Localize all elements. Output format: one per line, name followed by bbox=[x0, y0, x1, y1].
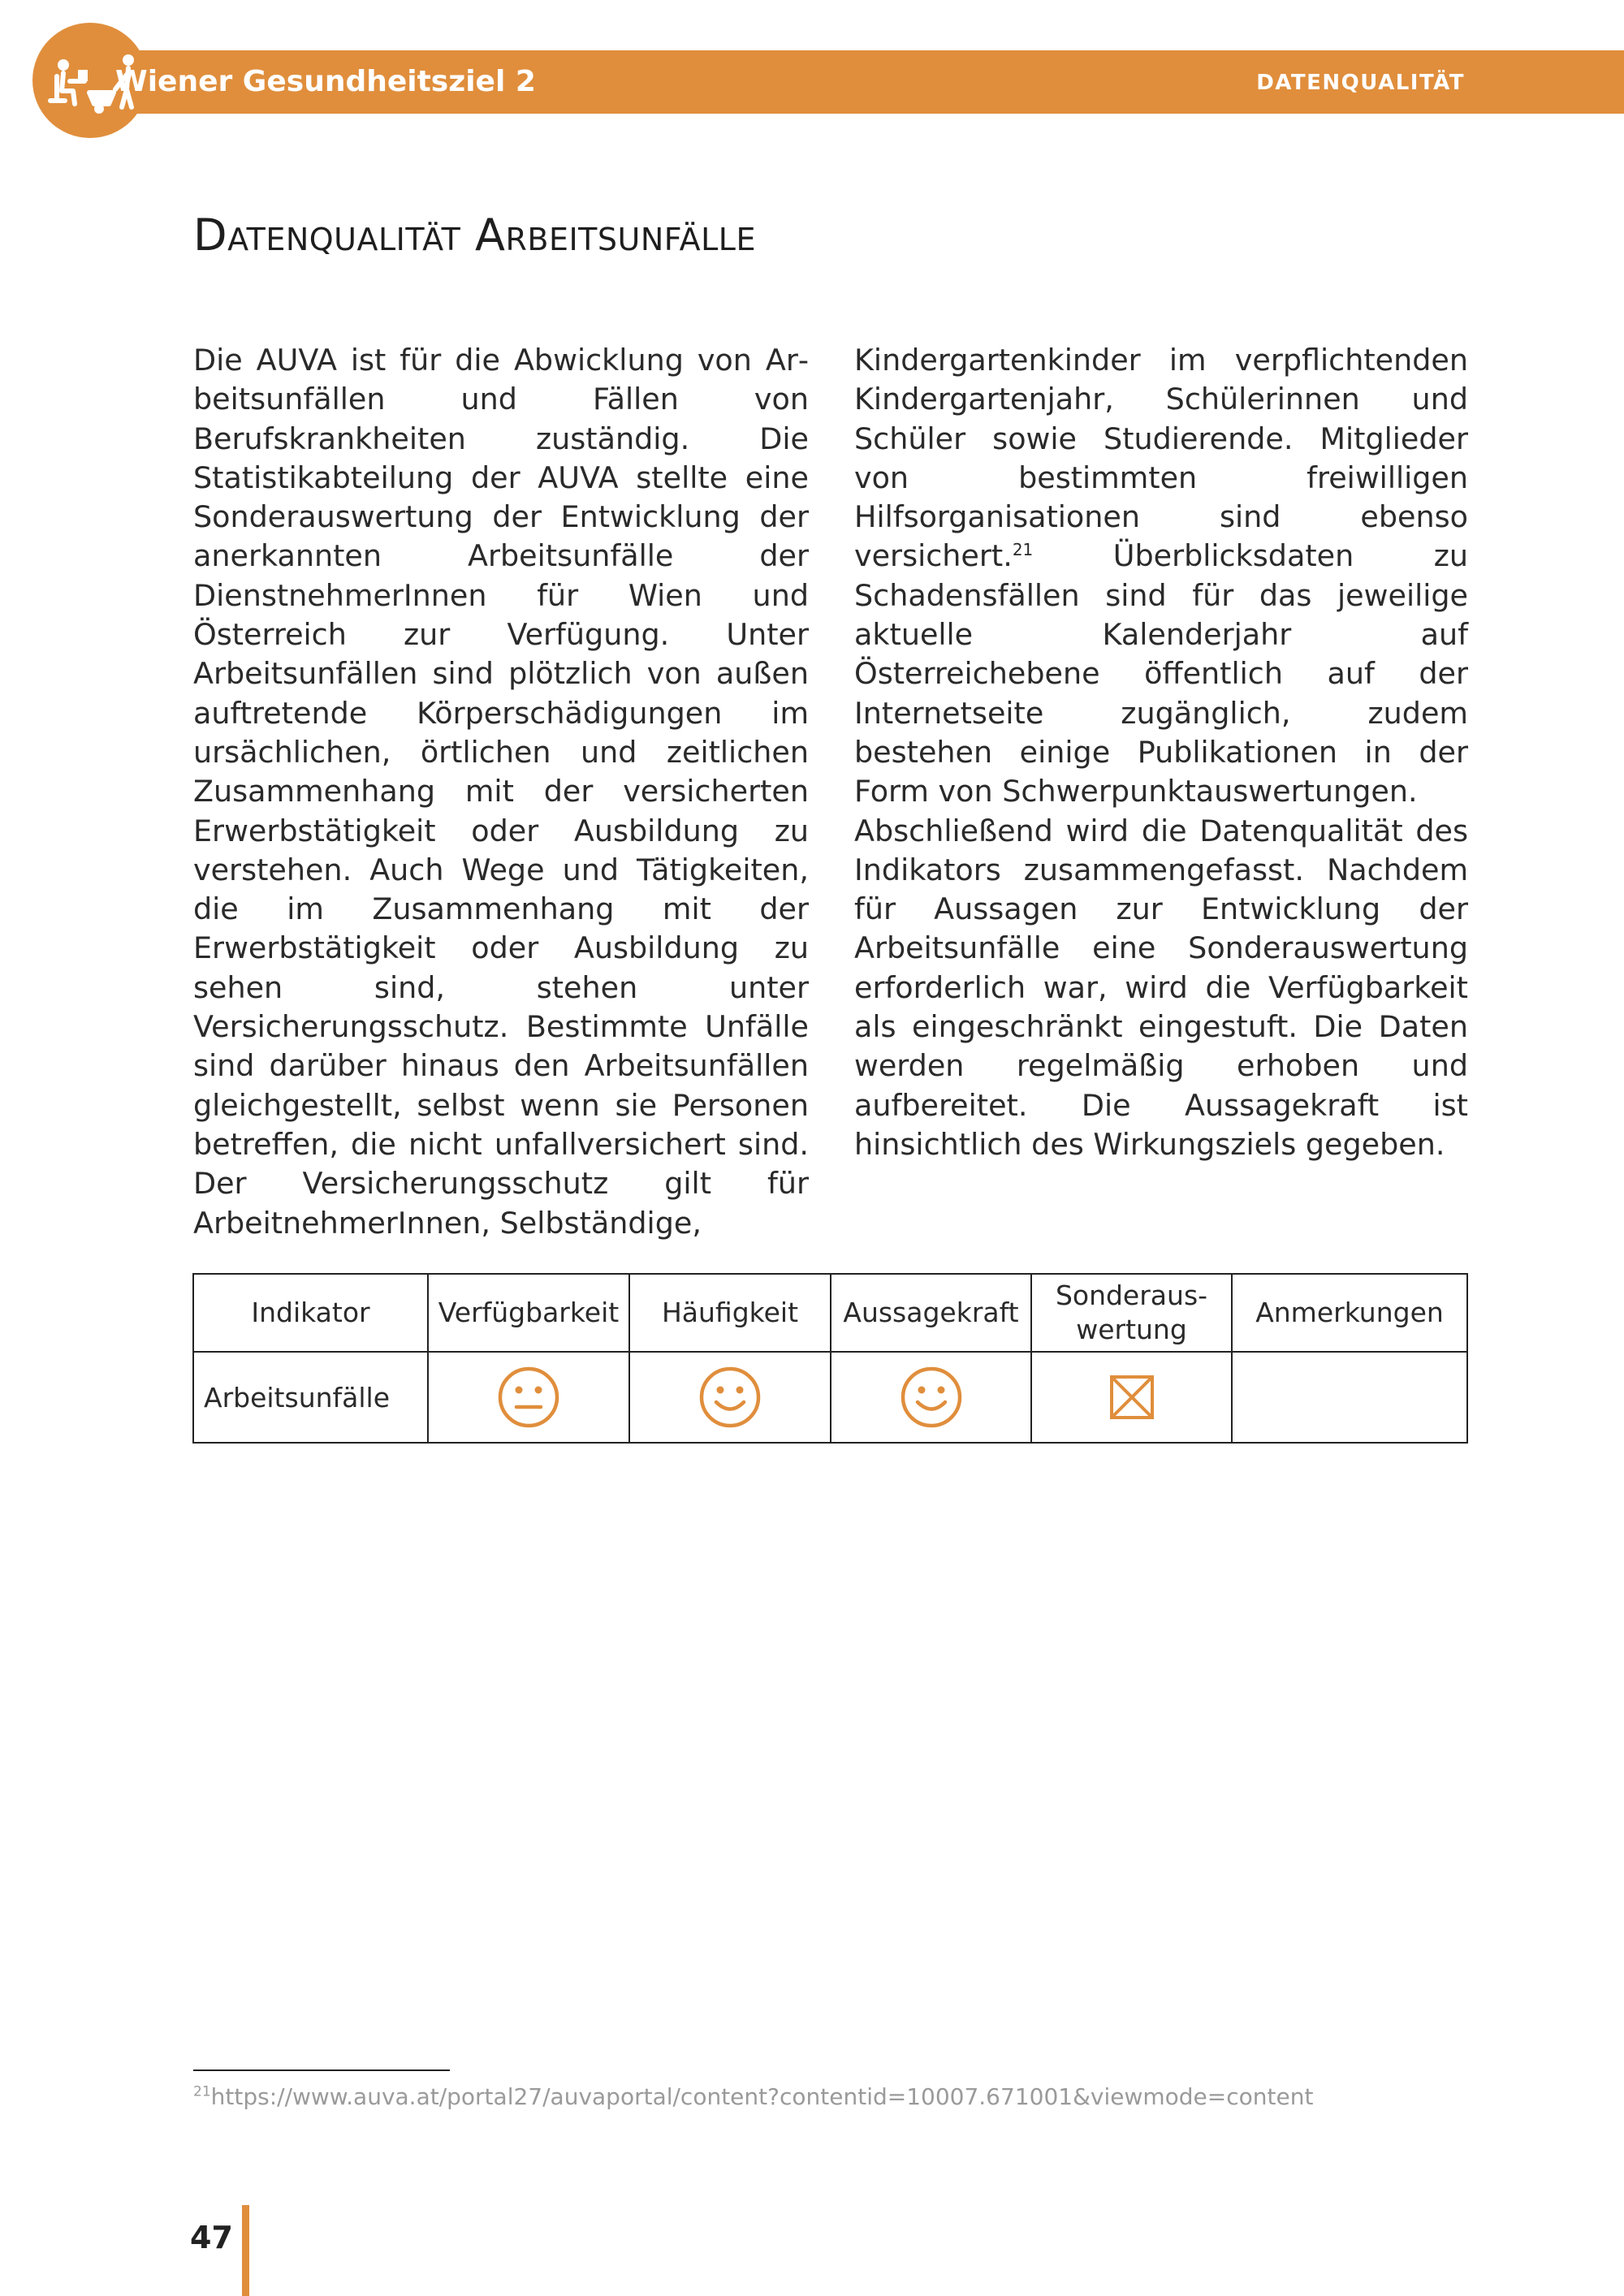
footnote-divider bbox=[193, 2069, 450, 2071]
neutral-face-icon bbox=[497, 1366, 560, 1429]
body-paragraph: Abschließend wird die Datenqualität des Indikators zusammengefasst. Nachdem für Aussagen zur Entwicklung der Arbeitsunfälle eine Sonderauswertung erforderlich war, wird die Verfügbarkeit als eingeschränkt eingestuft. Die Daten werden regelmäßig erhoben und aufbereitet. Die Aussagekraft ist hinsichtlich des Wirkungsziels gegeben. bbox=[854, 813, 1468, 1162]
header-section-label: DATENQUALITÄT bbox=[1256, 71, 1465, 95]
rating-cell bbox=[831, 1352, 1031, 1443]
footnote-number: 21 bbox=[193, 2083, 211, 2100]
text-column-right bbox=[854, 341, 1468, 1164]
footnote-link[interactable]: https://www.auva.at/portal27/auvaportal/content?contentid=10007.671001&viewmode=content bbox=[210, 2083, 1314, 2110]
column-header: Indikator bbox=[193, 1274, 428, 1352]
smiley-face-icon bbox=[900, 1366, 963, 1429]
body-text: Kindergartenkinder im verpflichtenden Kindergartenjahr, Schülerinnen und Schüler sowie Studierende. Mitglieder von bestimmten freiwilligen Hilfsorganisationen sind ebenso versichert. bbox=[854, 343, 1468, 574]
footnote bbox=[193, 2083, 1313, 2110]
column-header: Aussagekraft bbox=[831, 1274, 1031, 1352]
footnote-reference[interactable]: 21 bbox=[1012, 540, 1034, 560]
row-label: Arbeitsunfälle bbox=[193, 1352, 428, 1443]
column-header: Anmerkungen bbox=[1232, 1274, 1467, 1352]
notes-cell bbox=[1232, 1352, 1467, 1443]
smiley-face-icon bbox=[698, 1366, 762, 1429]
column-header: Verfügbarkeit bbox=[428, 1274, 629, 1352]
column-header: Sonderaus- wertung bbox=[1031, 1274, 1232, 1352]
data-quality-table bbox=[192, 1273, 1468, 1444]
table-header-row bbox=[193, 1274, 1467, 1352]
page-number-bar bbox=[242, 2205, 249, 2296]
rating-cell bbox=[428, 1352, 629, 1443]
rating-cell bbox=[1031, 1352, 1232, 1443]
checked-box-icon bbox=[1109, 1375, 1155, 1420]
body-paragraph bbox=[854, 341, 1468, 812]
page-title: Datenqualität Arbeitsunfälle bbox=[193, 209, 756, 261]
text-column-left bbox=[193, 341, 809, 1243]
header-title: Wiener Gesundheitsziel 2 bbox=[115, 65, 536, 98]
page-number: 47 bbox=[190, 2220, 233, 2255]
column-header: Häufigkeit bbox=[629, 1274, 831, 1352]
table-row bbox=[193, 1352, 1467, 1443]
body-paragraph: Die AUVA ist für die Abwicklung von Arbeitsunfällen und Fällen von Berufskrankheiten zuständig. Die Statistikabteilung der AUVA stellte eine Sonderauswertung der Entwicklung der anerkannten Arbeitsunfälle der DienstnehmerInnen für Wien und Österreich zur Verfügung. Unter Arbeitsunfällen sind plötzlich von außen auftretende Körperschädigungen im ursächlichen, örtlichen und zeitlichen Zusammenhang mit der versicherten Erwerbstätigkeit oder Ausbildung zu verstehen. Auch Wege und Tätigkeiten, die im Zusammenhang mit der Erwerbstätigkeit oder Ausbildung zu sehen sind, stehen unter Versicherungsschutz. Bestimmte Unfälle sind darüber hinaus den Arbeitsunfällen gleichgestellt, selbst wenn sie Personen betreffen, die nicht unfallversichert sind. Der Versicherungsschutz gilt für ArbeitnehmerInnen, Selbständige, bbox=[193, 343, 809, 1241]
rating-cell bbox=[629, 1352, 831, 1443]
body-text: Überblicksdaten zu Schadensfällen sind für das jeweilige aktuelle Kalenderjahr auf Österreichebene öffentlich auf der Internetseite zugänglich, zudem bestehen einige Publikationen in der Form von Schwerpunktauswertungen. bbox=[854, 538, 1468, 809]
